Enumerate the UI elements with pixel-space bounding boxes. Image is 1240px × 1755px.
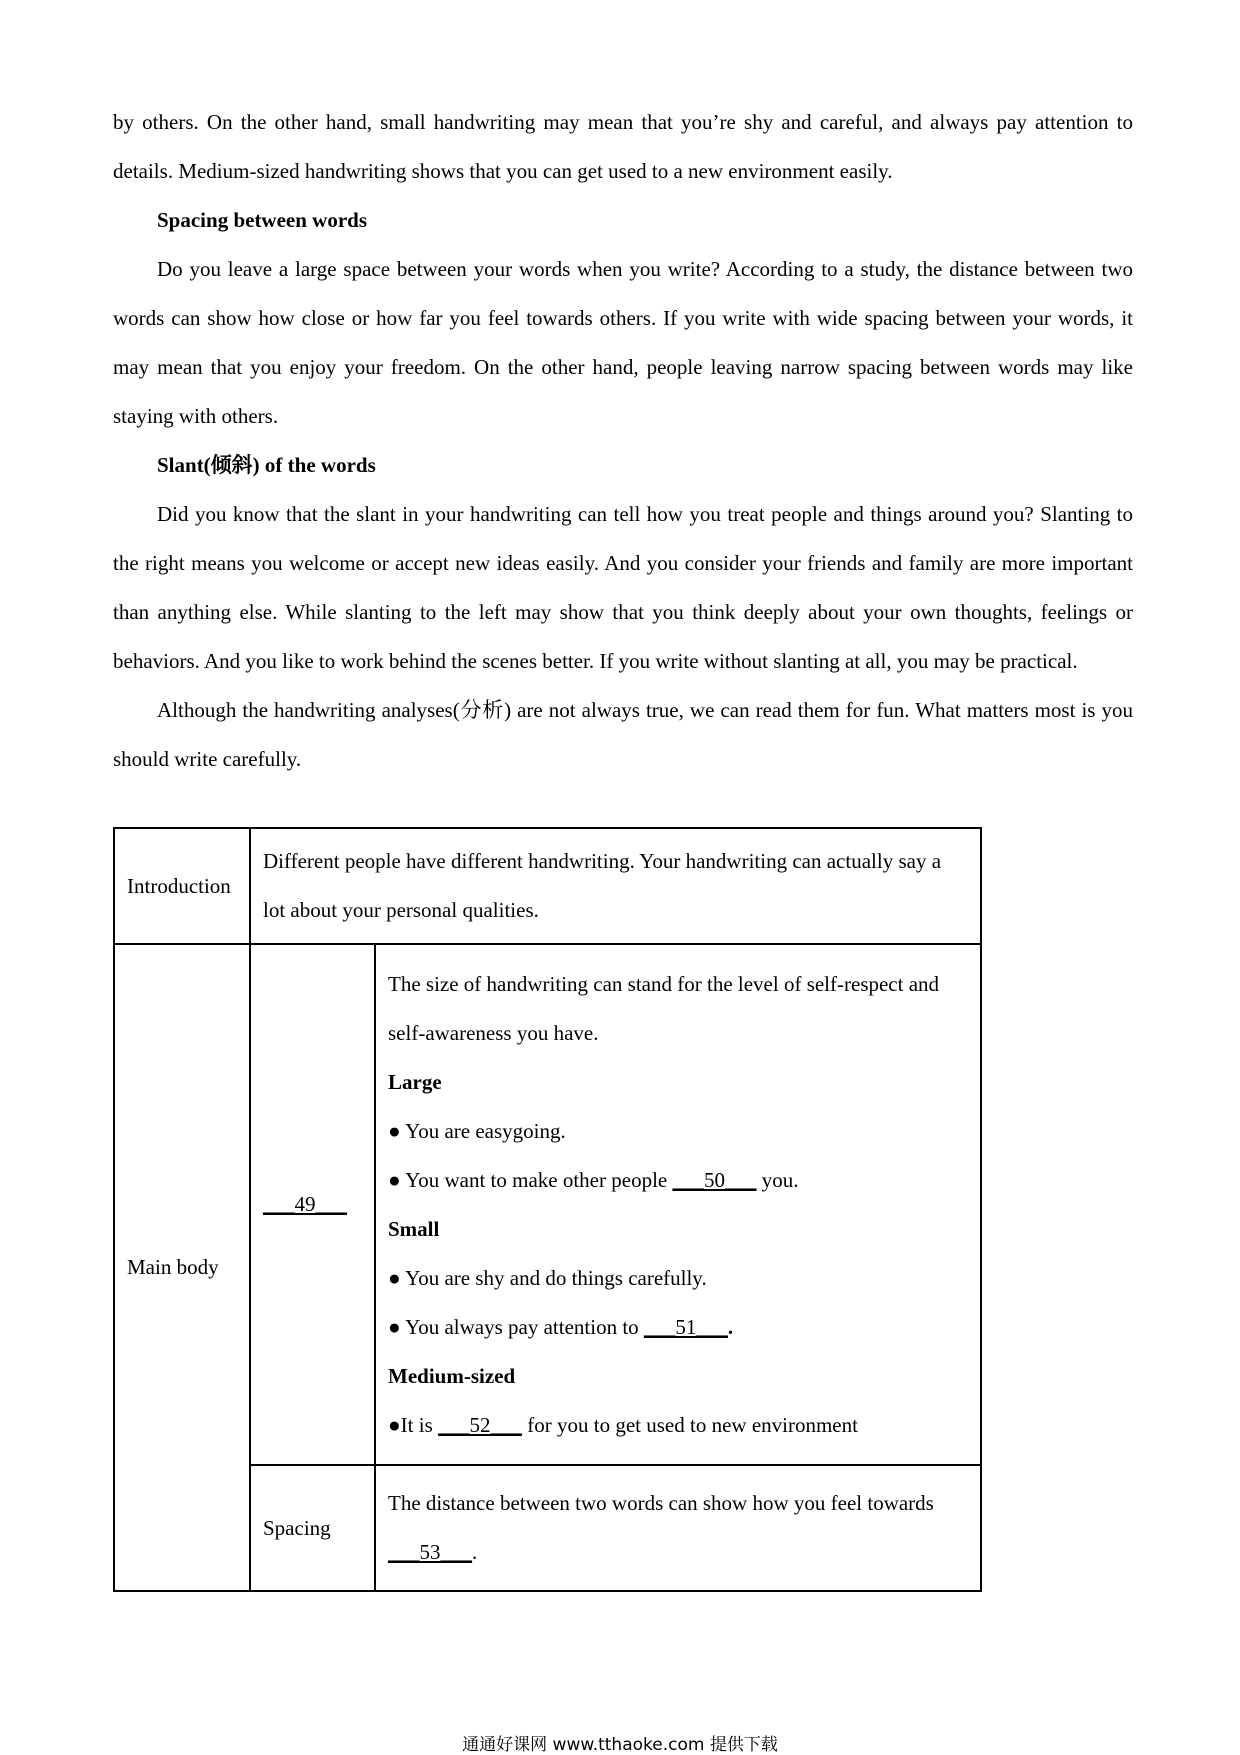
table-row-introduction [114, 828, 981, 944]
heading-spacing: Spacing between words [157, 208, 368, 232]
size-details [375, 944, 981, 1465]
main-body-label: Main body [114, 944, 250, 1591]
intro-text: Different people have different handwriting. Your handwriting can actually say a lot about your personal qualities. [250, 828, 981, 944]
paragraph-spacing: Do you leave a large space between your words when you write? According to a study, the distance between two words can show how close or how far you feel towards others. If you write with wide spacing between your words, it may mean that you enjoy your freedom. On the other hand, people leaving narrow spacing between words may like staying with others. [113, 257, 1133, 428]
paragraph-conclusion: Although the handwriting analyses(分析) are not always true, we can read them for fun. What matters most is you should write carefully. [113, 698, 1133, 771]
blank-51[interactable]: ___51___ [643, 1314, 728, 1339]
blank-49[interactable]: ___49___ [250, 944, 375, 1465]
intro-label: Introduction [114, 828, 250, 944]
spacing-text: The distance between two words can show how you feel towards ___53___. [375, 1465, 981, 1591]
blank-50[interactable]: ___50___ [672, 1167, 757, 1192]
blank-52[interactable]: ___52___ [438, 1412, 523, 1437]
blank-53[interactable]: ___53___ [388, 1540, 472, 1564]
paragraph-size-end: by others. On the other hand, small handwriting may mean that you’re shy and careful, and always pay attention to details. Medium-sized handwriting shows that you can get used to a new environment easily. [113, 110, 1133, 183]
medium-heading: Medium-sized [388, 1363, 516, 1388]
heading-slant: Slant(倾斜) of the words [157, 453, 376, 477]
small-heading: Small [388, 1216, 440, 1241]
size-intro: The size of handwriting can stand for the level of self-respect and self-awareness you have. [388, 971, 940, 1045]
large-bullet-1: ● You are easygoing. [388, 1118, 566, 1143]
passage [113, 98, 1133, 784]
large-heading: Large [388, 1069, 442, 1094]
medium-bullet-1: ●It is ___52___ for you to get used to new environment [388, 1412, 858, 1437]
small-bullet-2: ● You always pay attention to ___51___. [388, 1314, 734, 1339]
small-bullet-1: ● You are shy and do things carefully. [388, 1265, 707, 1290]
paragraph-slant: Did you know that the slant in your handwriting can tell how you treat people and things around you? Slanting to the right means you welcome or accept new ideas easily. And you consider your friends and family are more important than anything else. While slanting to the left may show that you think deeply about your own thoughts, feelings or behaviors. And you like to work behind the scenes better. If you write without slanting at all, you may be practical. [113, 502, 1133, 673]
large-bullet-2: ● You want to make other people ___50___ you. [388, 1167, 799, 1192]
outline-table [113, 827, 982, 1592]
spacing-label: Spacing [250, 1465, 375, 1591]
table-row-size [114, 944, 981, 1465]
footer-source: 通通好课网 www.tthaoke.com 提供下载 [462, 1735, 778, 1755]
